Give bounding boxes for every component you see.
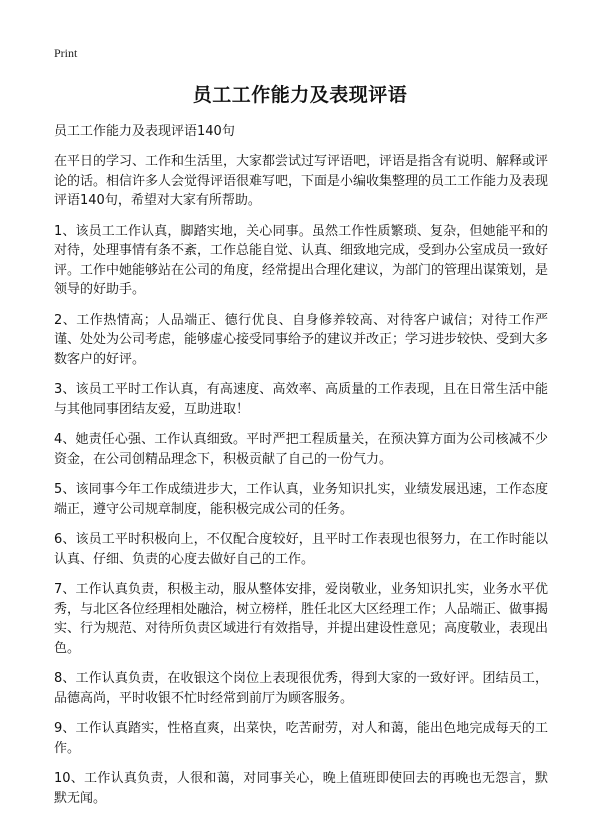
list-item: 6、该员工平时积极向上，不仅配合度较好，且平时工作表现也很努力，在工作时能以认真、仔细、负责的心度去做好自己的工作。 [54,532,548,567]
list-item: 10、工作认真负责，人很和蔼，对同事关心，晚上值班即使回去的再晚也无怨言，默默无闻。 [54,771,548,806]
document-subtitle: 员工工作能力及表现评语140句 [54,124,235,139]
list-item: 7、工作认真负责，积极主动，服从整体安排，爱岗敬业，业务知识扎实，业务水平优秀，与北区各位经理相处融洽，树立榜样，胜任北区大区经理工作；人品端正、做事揭实、行为规范、对待所负责区域进行有效指导，并提出建设性意见；高度敬业，表现出色。 [54,582,549,656]
list-item: 8、工作认真负责，在收银这个岗位上表现很优秀，得到大家的一致好评。团结员工，品德高尚，平时收银不忙时经常到前厅为顾客服务。 [54,671,548,706]
list-item: 9、工作认真踏实，性格直爽，出菜快，吃苦耐劳，对人和蔼，能出色地完成每天的工作。 [54,721,548,756]
list-item: 5、该同事今年工作成绩进步大，工作认真，业务知识扎实，业绩发展迅速，工作态度端正，遵守公司规章制度，能积极完成公司的任务。 [54,482,548,517]
page-title: 员工工作能力及表现评语 [192,84,408,106]
document-body [54,152,548,819]
print-link[interactable]: Print [54,46,78,60]
intro-paragraph: 在平日的学习、工作和生活里，大家都尝试过写评语吧，评语是指含有说明、解释或评论的话。相信许多人会觉得评语很难写吧，下面是小编收集整理的员工工作能力及表现评语140句，希望对大家有所帮助。 [54,154,549,208]
list-item: 4、她责任心强、工作认真细致。平时严把工程质量关，在预决算方面为公司核减不少资金，在公司创精品理念下，积极贡献了自己的一份气力。 [54,432,548,467]
list-item: 1、该员工工作认真，脚踏实地，关心同事。虽然工作性质繁琐、复杂，但她能平和的对待，处理事情有条不紊，工作总能自觉、认真、细致地完成，受到办公室成员一致好评。工作中她能够站在公司的角度，经常提出合理化建议，为部门的管理出谋策划，是领导的好助手。 [54,223,549,297]
list-item: 3、该员工平时工作认真，有高速度、高效率、高质量的工作表现，且在日常生活中能与其他同事团结友爱，互助进取！ [54,382,548,417]
list-item: 2、工作热情高；人品端正、德行优良、自身修养较高、对待客户诚信；对待工作严谨、处处为公司考虑，能够虚心接受同事给予的建议并改正；学习进步较快、受到大多数客户的好评。 [54,312,549,367]
